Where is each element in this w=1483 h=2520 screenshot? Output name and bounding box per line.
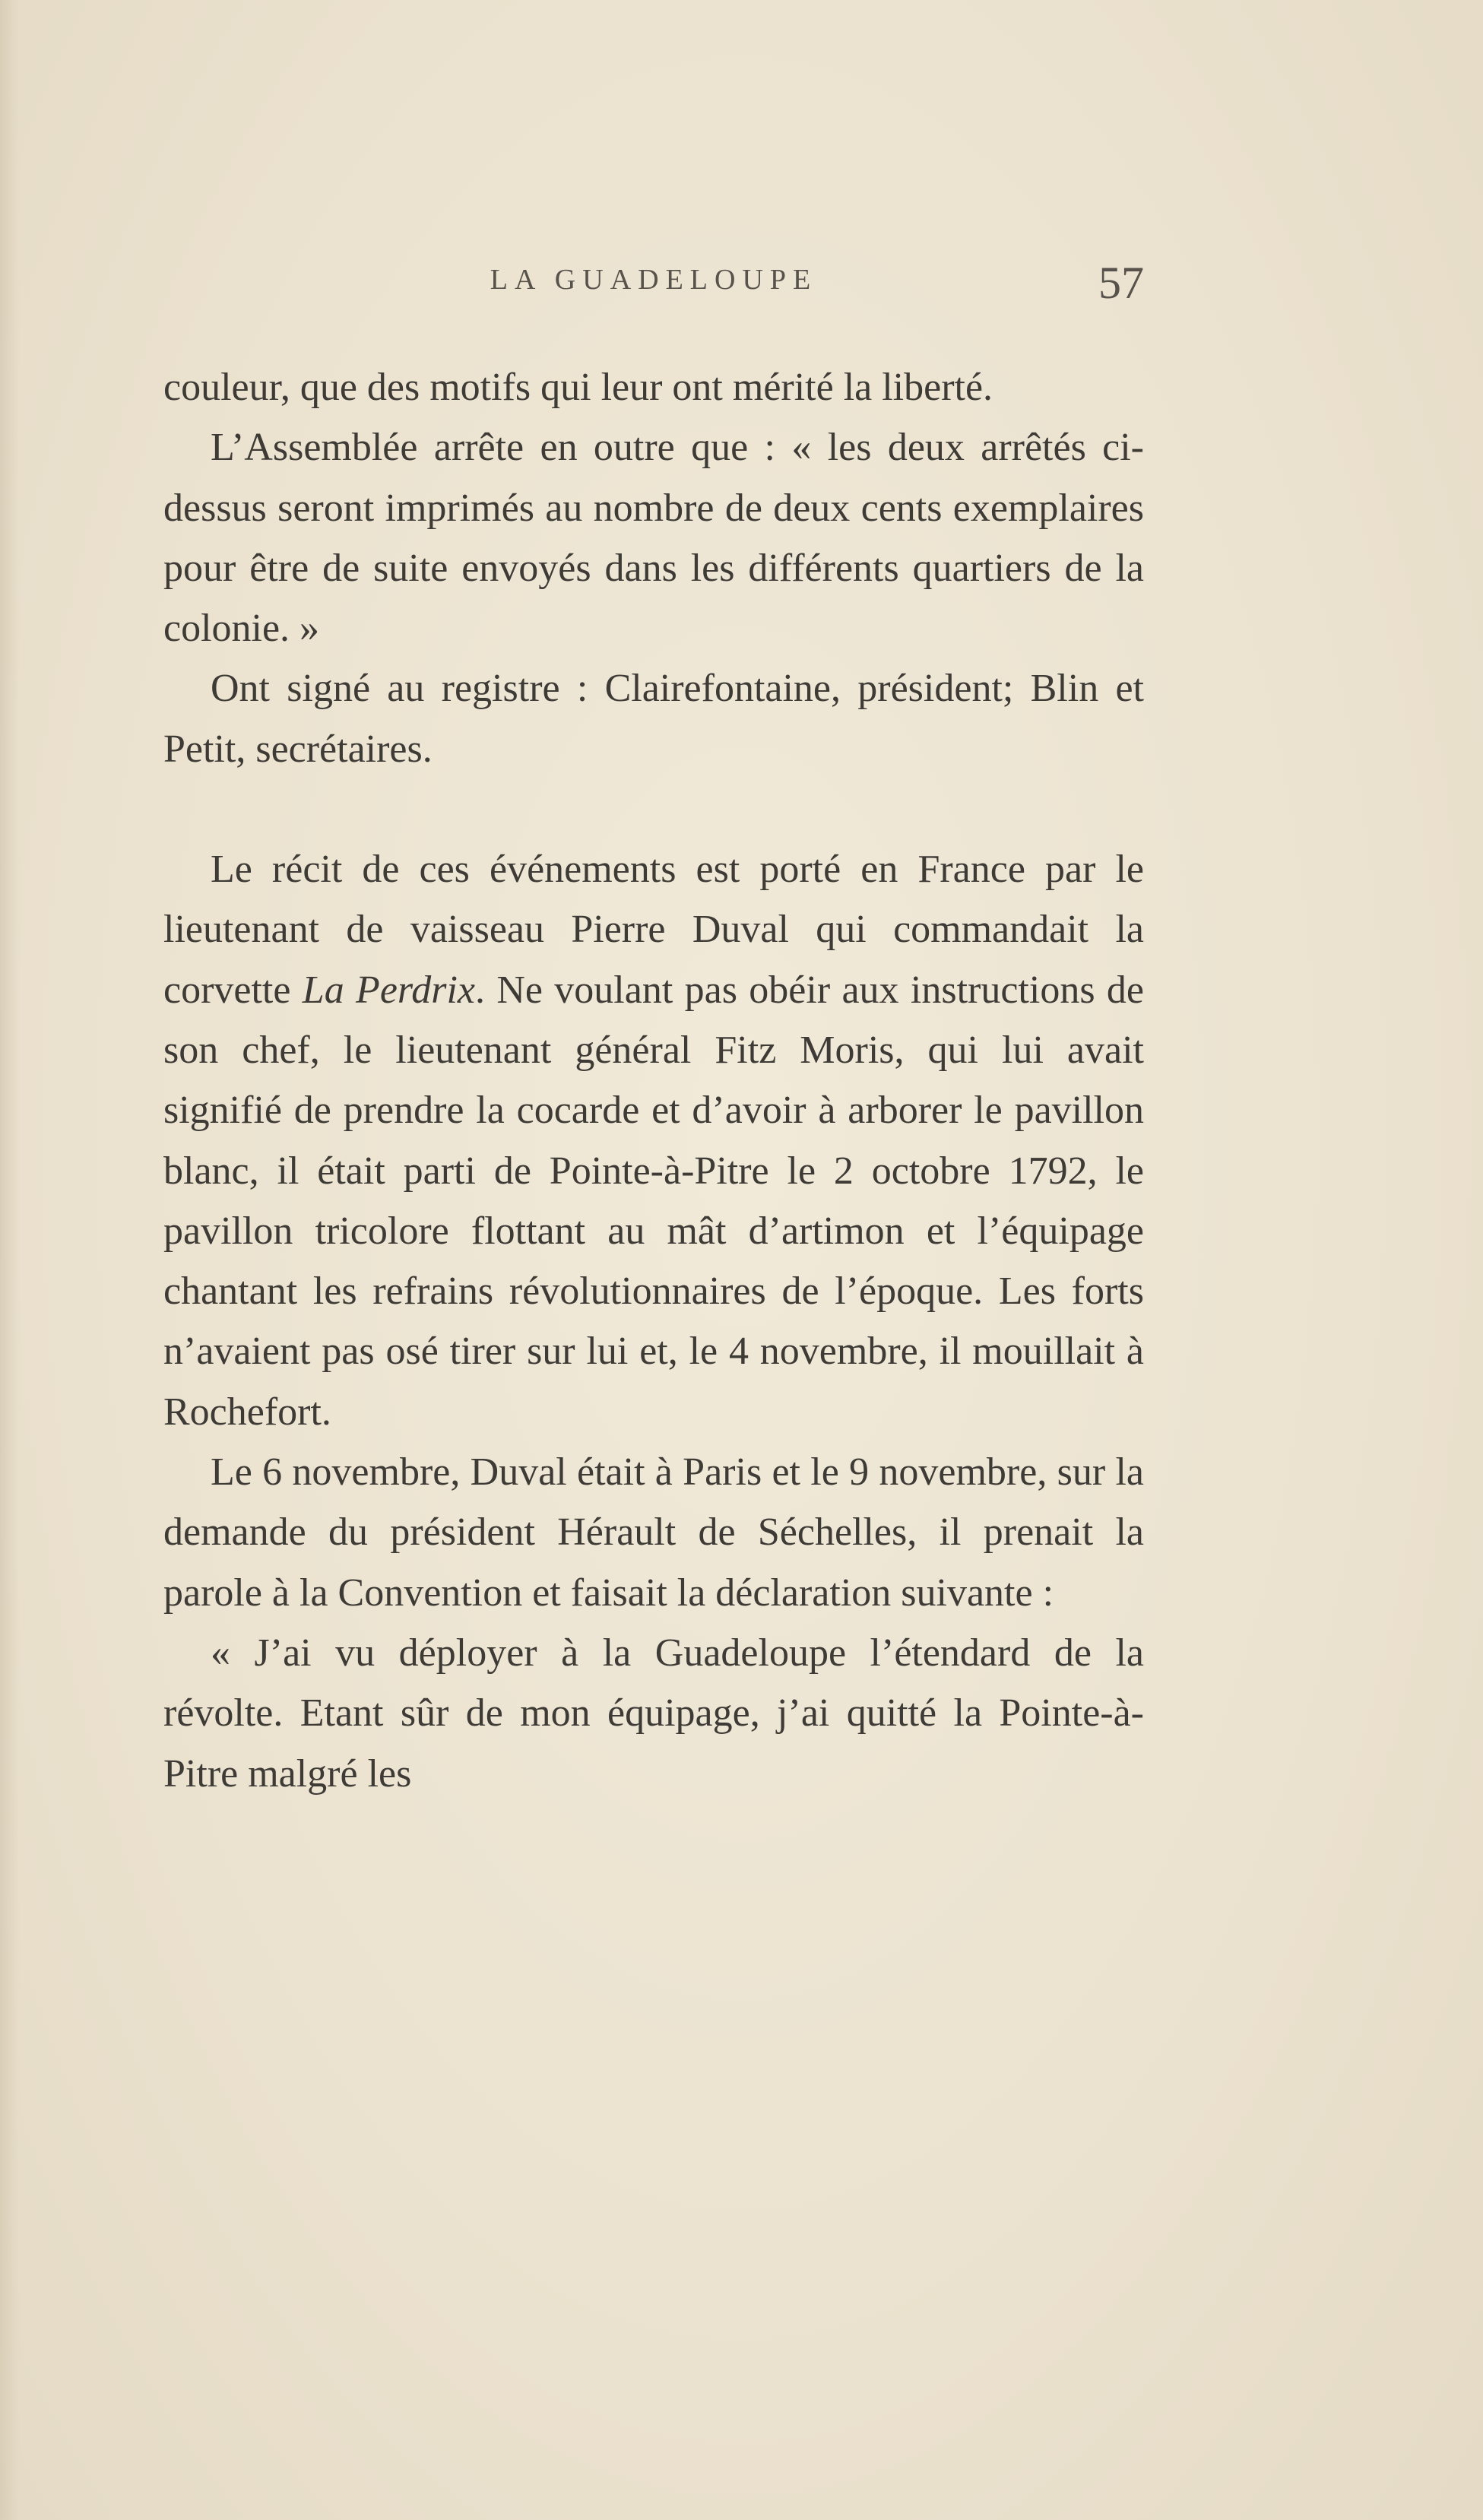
paragraph-continuation: couleur, que des motifs qui leur ont mérité la liberté.	[163, 366, 993, 409]
running-title: LA GUADELOUPE	[490, 264, 818, 296]
body-text	[163, 357, 1144, 1804]
paragraph-assembly-decision: L’Assemblée arrête en outre que : « les deux arrêtés ci-dessus seront imprimés au nombre de deux cents exemplaires pour être de suite envoyés dans les différents quartiers de la colonie. »	[163, 426, 1144, 651]
page-number: 57	[1098, 258, 1144, 308]
paragraph-text: . Ne voulant pas obéir aux instructions de son chef, le lieutenant général Fitz Moris, qui lui avait signifié de prendre la cocarde et d’avoir à arborer le pavillon blanc, il était parti de Pointe-à-Pitre le 2 octobre 1792, le pavillon tricolore flottant au mât d’artimon et l’équipage chantant les refrains révolutionnaires de l’époque. Les forts n’avaient pas osé tirer sur lui et, le 4 novembre, il mouillait à Rochefort.	[163, 968, 1144, 1434]
paragraph-text: Le récit de ces événements est porté en France par le lieutenant de vaisseau Pierre Duval qui commandait la corvette	[163, 848, 1144, 1012]
page-gutter-shadow	[0, 0, 20, 2520]
ship-name: La Perdrix	[302, 968, 475, 1012]
paragraph-convention: Le 6 novembre, Duval était à Paris et le 9 novembre, sur la demande du président Hérault de Séchelles, il prenait la parole à la Convention et faisait la déclaration suivante :	[163, 1450, 1144, 1615]
paragraph-quotation: « J’ai vu déployer à la Guadeloupe l’étendard de la révolte. Etant sûr de mon équipage, j’ai quitté la Pointe-à-Pitre malgré les	[163, 1631, 1144, 1796]
paragraph-signatures: Ont signé au registre : Clairefontaine, président; Blin et Petit, secrétaires.	[163, 667, 1144, 771]
running-head	[163, 257, 1144, 310]
paragraph-duval-account	[163, 839, 1144, 1442]
